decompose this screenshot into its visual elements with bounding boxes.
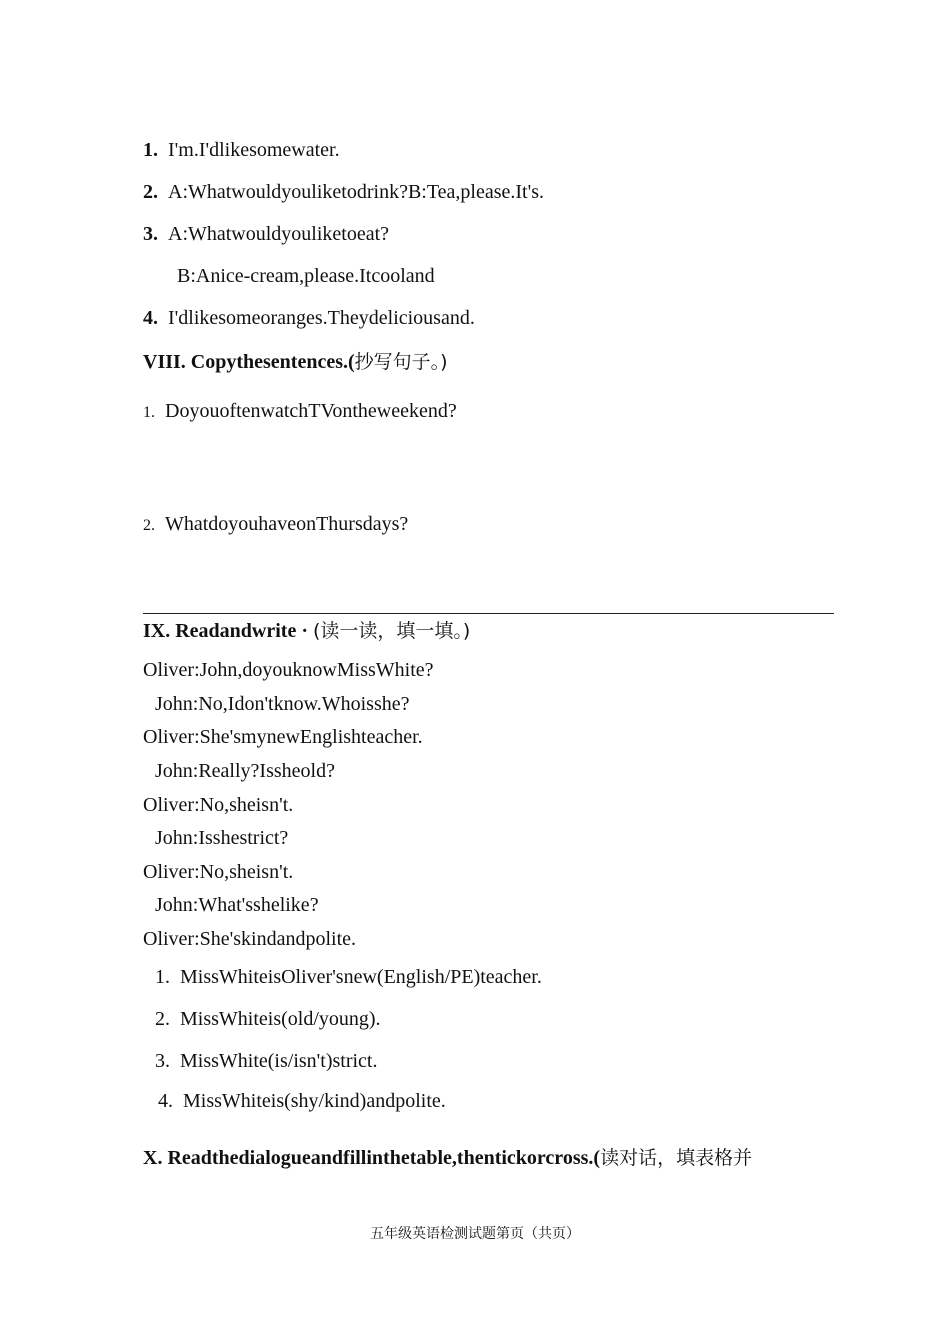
item-number: 1. xyxy=(155,966,170,988)
item-text: B:Anice-cream,please.Itcooland xyxy=(177,265,435,287)
item-number: 1. xyxy=(143,404,155,421)
item-text: A:Whatwouldyouliketoeat? xyxy=(168,223,390,245)
dialogue-line: Oliver:No,sheisn't. xyxy=(143,794,294,816)
item-text: I'dlikesomeoranges.Theydeliciousand. xyxy=(168,307,475,329)
heading-text-cn: (读一读，填一填。) xyxy=(313,620,471,642)
item-number: 3. xyxy=(155,1050,170,1072)
heading-text: X. Readthedialogueandfillinthetable,thentickorcross.( xyxy=(143,1147,601,1169)
dialogue-line: Oliver:She'skindandpolite. xyxy=(143,928,357,950)
answer-line-3b xyxy=(177,264,435,288)
copy-sentence-2 xyxy=(143,512,408,538)
item-number: 2. xyxy=(155,1008,170,1030)
heading-text-cn: 抄写句子。) xyxy=(354,351,448,373)
item-text: MissWhiteis(shy/kind)andpolite. xyxy=(183,1090,446,1112)
item-text: MissWhiteis(old/young). xyxy=(180,1008,381,1030)
page-footer: 五年级英语检测试题第页（共页） xyxy=(370,1226,580,1242)
section-heading-ix xyxy=(143,619,470,643)
question-4 xyxy=(158,1089,446,1113)
writing-line xyxy=(143,613,834,614)
answer-line-1 xyxy=(143,138,340,162)
section-heading-viii xyxy=(143,350,448,374)
question-1 xyxy=(155,965,542,989)
dialogue-line: John:Isshestrict? xyxy=(155,827,289,849)
item-number: 2. xyxy=(143,181,158,203)
item-text: MissWhiteisOliver'snew(English/PE)teacher. xyxy=(180,966,542,988)
item-text: A:Whatwouldyouliketodrink?B:Tea,please.It's. xyxy=(168,181,544,203)
heading-text: IX. Readandwrite · xyxy=(143,620,313,642)
item-text: MissWhite(is/isn't)strict. xyxy=(180,1050,378,1072)
item-number: 1. xyxy=(143,139,158,161)
question-3 xyxy=(155,1049,377,1073)
item-text: WhatdoyouhaveonThursdays? xyxy=(165,513,409,535)
dialogue-line: John:No,Idon'tknow.Whoisshe? xyxy=(155,693,410,715)
item-text: I'm.I'dlikesomewater. xyxy=(168,139,340,161)
item-number: 3. xyxy=(143,223,158,245)
item-number: 4. xyxy=(143,307,158,329)
item-number: 2. xyxy=(143,517,155,534)
answer-line-2 xyxy=(143,180,544,204)
heading-text-cn: 读对话，填表格并 xyxy=(600,1147,753,1169)
heading-text: VIII. Copythesentences.( xyxy=(143,351,355,373)
dialogue-line: John:Really?Issheold? xyxy=(155,760,335,782)
item-number: 4. xyxy=(158,1090,173,1112)
dialogue-line: Oliver:John,doyouknowMissWhite? xyxy=(143,659,434,681)
item-text: DoyouoftenwatchTVontheweekend? xyxy=(165,400,457,422)
dialogue-line: John:What'sshelike? xyxy=(155,894,319,916)
dialogue-line: Oliver:No,sheisn't. xyxy=(143,861,294,883)
answer-line-3 xyxy=(143,222,389,246)
copy-sentence-1 xyxy=(143,399,457,425)
dialogue-line: Oliver:She'smynewEnglishteacher. xyxy=(143,726,423,748)
section-heading-x xyxy=(143,1146,752,1170)
question-2 xyxy=(155,1007,381,1031)
answer-line-4 xyxy=(143,306,475,330)
